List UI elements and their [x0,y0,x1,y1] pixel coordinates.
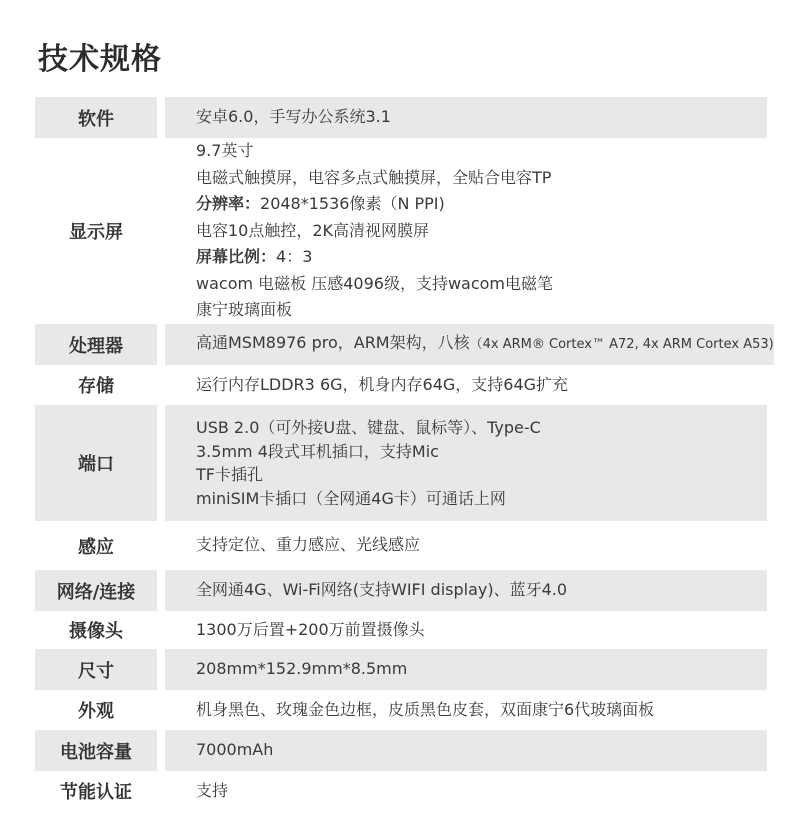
spec-label-appearance: 外观 [78,701,114,722]
spec-table [35,97,774,811]
spec-text: miniSIM卡插口（全网通4G卡）可通话上网 [196,488,506,508]
spec-label-size: 尺寸 [35,649,157,690]
spec-row-display [35,138,767,324]
spec-text: 支持定位、重力感应、光线感应 [196,535,421,555]
spec-text: 支持 [196,780,229,800]
spec-val: 2048*1536像素（N PPI) [260,194,445,214]
spec-text-ratio [196,244,767,271]
spec-text: 康宁玻璃面板 [196,300,293,320]
spec-text: 电磁式触摸屏，电容多点式触摸屏，全贴合电容TP [196,167,552,187]
spec-row-storage [35,365,767,405]
spec-label-network: 网络/连接 [35,570,157,611]
spec-label-sensor: 感应 [78,536,114,558]
spec-text [196,330,774,359]
spec-text: 9.7英寸 [196,141,254,161]
spec-row-network [35,570,767,611]
spec-val: 4：3 [276,247,313,267]
spec-row-software [35,97,767,138]
spec-key: 分辨率： [196,194,261,214]
spec-value-cpu [165,324,774,365]
spec-row-ports [35,405,767,521]
spec-cpu-main: 高通MSM8976 pro，ARM架构，八核 [196,333,470,353]
spec-row-appearance [35,690,767,730]
spec-row-sensor [35,521,767,570]
spec-text: 运行内存LDDR3 6G，机身内存64G，支持64G扩充 [196,374,569,394]
spec-label-software: 软件 [35,97,157,138]
spec-text: 电容10点触控，2K高清视网膜屏 [196,220,430,240]
spec-row-camera [35,611,767,649]
spec-value-sensor [165,521,767,570]
spec-text: wacom 电磁板 压感4096级，支持wacom电磁笔 [196,273,554,293]
spec-text-resolution [196,191,767,218]
spec-value-network [165,570,767,611]
spec-value-size [165,649,767,690]
spec-value-camera [165,611,767,649]
spec-label-cpu: 处理器 [35,324,157,365]
spec-text: 机身黑色、玫瑰金色边框，皮质黑色皮套，双面康宁6代玻璃面板 [196,699,655,719]
spec-value-software [165,97,767,138]
spec-row-cpu [35,324,774,365]
spec-text: USB 2.0（可外接U盘、键盘、鼠标等）、Type-C [196,418,541,437]
spec-value-display [165,138,767,324]
spec-value-ports [165,405,767,521]
spec-text: 安卓6.0，手写办公系统3.1 [196,107,391,127]
spec-row-size [35,649,767,690]
spec-label-ports: 端口 [35,405,157,521]
spec-label-display: 显示屏 [69,222,123,243]
spec-text: 1300万后置+200万前置摄像头 [196,619,425,639]
spec-label-battery: 电池容量 [35,730,157,771]
page-title: 技术规格 [38,42,162,77]
spec-row-energy [35,771,767,811]
spec-value-energy [165,771,767,811]
spec-text: 7000mAh [196,740,274,760]
spec-text: 全网通4G、Wi-Fi网络(支持WIFI display)、蓝牙4.0 [196,580,568,600]
spec-text: 3.5mm 4段式耳机插口，支持Mic [196,441,439,461]
spec-value-battery [165,730,767,771]
spec-label-energy: 节能认证 [60,782,132,803]
spec-text: TF卡插孔 [196,465,263,484]
spec-row-battery [35,730,767,771]
spec-text: 208mm*152.9mm*8.5mm [196,659,408,679]
spec-value-storage [165,365,767,405]
spec-cpu-detail: （4x ARM® Cortex™ A72, 4x ARM Cortex A53) [469,337,774,353]
spec-label-storage: 存储 [78,376,114,397]
spec-value-appearance [165,690,767,730]
spec-key: 屏幕比例： [196,247,277,267]
spec-label-camera: 摄像头 [69,621,123,642]
